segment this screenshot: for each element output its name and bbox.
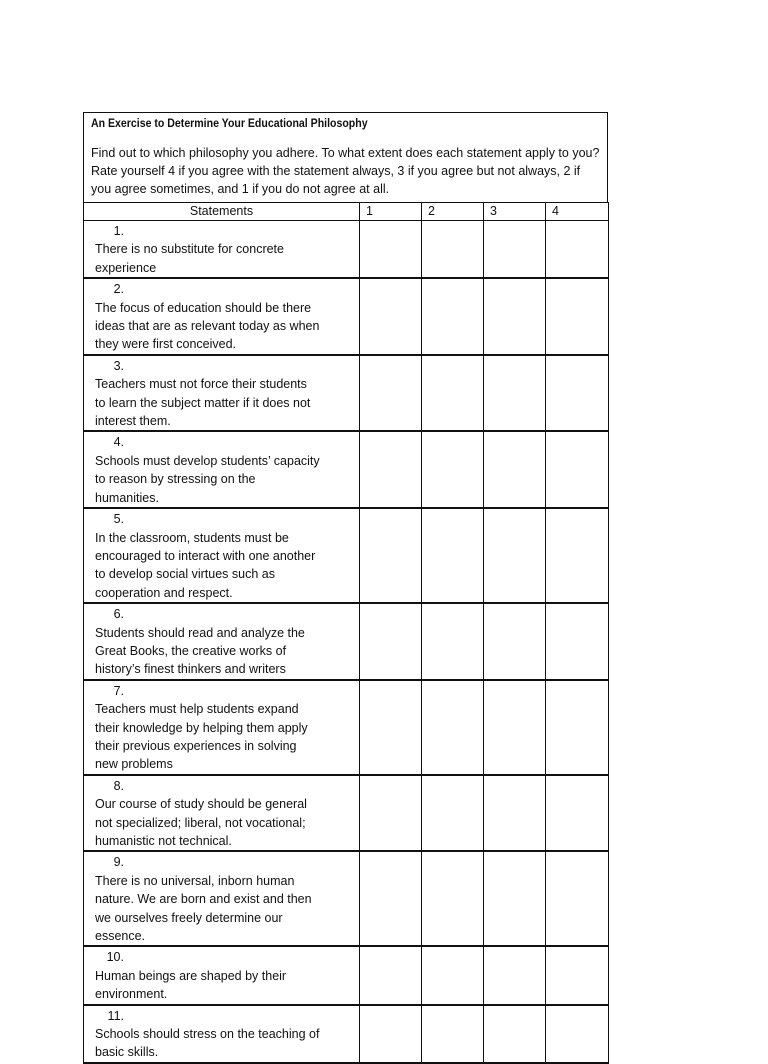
- rating-cell-4[interactable]: [546, 603, 609, 680]
- statement-cell: [84, 508, 360, 603]
- rating-cell-3[interactable]: [484, 431, 546, 508]
- table-row: [84, 221, 609, 279]
- rating-cell-1[interactable]: [360, 355, 422, 432]
- exercise-header-box: [83, 112, 608, 202]
- table-row: [84, 508, 609, 603]
- table-row: [84, 680, 609, 775]
- rating-cell-2[interactable]: [422, 278, 484, 355]
- statement-number: 4.: [113, 435, 124, 450]
- statement-text: Students should read and analyze the Great Books, the creative works of history’s finest thinkers and writers: [95, 625, 305, 677]
- rating-cell-1[interactable]: [360, 680, 422, 775]
- statement-cell: [84, 278, 360, 355]
- rating-cell-4[interactable]: [546, 278, 609, 355]
- statement-text: There is no universal, inborn human nature. We are born and exist and then we ourselves freely determine our essence.: [95, 873, 312, 944]
- statement-number: 6.: [113, 607, 124, 622]
- table-row: [84, 431, 609, 508]
- statement-number: 2.: [113, 282, 124, 297]
- statement-cell: [84, 851, 360, 946]
- rating-cell-4[interactable]: [546, 775, 609, 852]
- statement-number: 7.: [113, 683, 124, 698]
- rating-cell-2[interactable]: [422, 680, 484, 775]
- table-row: [84, 851, 609, 946]
- statement-number: 5.: [113, 512, 124, 527]
- rating-cell-3[interactable]: [484, 278, 546, 355]
- rating-cell-2[interactable]: [422, 431, 484, 508]
- rating-cell-4[interactable]: [546, 1005, 609, 1063]
- statement-text: Schools must develop students’ capacity to reason by stressing on the humanities.: [95, 453, 320, 505]
- rating-cell-1[interactable]: [360, 946, 422, 1004]
- statement-number: 1.: [113, 224, 124, 238]
- rating-cell-4[interactable]: [546, 355, 609, 432]
- column-header-rating-3: 3: [484, 203, 546, 221]
- statement-cell: [84, 603, 360, 680]
- rating-cell-4[interactable]: [546, 221, 609, 279]
- rating-cell-1[interactable]: [360, 603, 422, 680]
- rating-cell-2[interactable]: [422, 946, 484, 1004]
- statement-rows: [84, 221, 609, 1063]
- statement-number: 8.: [113, 778, 124, 793]
- statement-number: 11.: [107, 1008, 124, 1023]
- statement-cell: [84, 946, 360, 1004]
- statement-cell: [84, 775, 360, 852]
- statement-text: In the classroom, students must be encouraged to interact with one another to develop social virtues such as cooperation and respect.: [95, 530, 316, 600]
- table-row: [84, 278, 609, 355]
- statement-text: Teachers must not force their students to learn the subject matter if it does not interest them.: [95, 377, 311, 429]
- rating-cell-2[interactable]: [422, 603, 484, 680]
- rating-cell-3[interactable]: [484, 946, 546, 1004]
- rating-cell-1[interactable]: [360, 431, 422, 508]
- rating-cell-1[interactable]: [360, 1005, 422, 1063]
- rating-table: [83, 202, 609, 1064]
- table-row: [84, 603, 609, 680]
- rating-cell-1[interactable]: [360, 278, 422, 355]
- column-header-rating-2: 2: [422, 203, 484, 221]
- rating-cell-1[interactable]: [360, 508, 422, 603]
- rating-cell-2[interactable]: [422, 1005, 484, 1063]
- statement-cell: [84, 1005, 360, 1063]
- column-header-rating-4: 4: [546, 203, 609, 221]
- statement-text: Teachers must help students expand their knowledge by helping them apply their previous experiences in solving new problems: [95, 702, 308, 772]
- rating-cell-3[interactable]: [484, 355, 546, 432]
- rating-cell-3[interactable]: [484, 221, 546, 279]
- philosophy-exercise-sheet: [83, 112, 608, 1064]
- rating-cell-4[interactable]: [546, 946, 609, 1004]
- column-header-statements: Statements: [84, 203, 360, 221]
- rating-cell-3[interactable]: [484, 1005, 546, 1063]
- statement-text: The focus of education should be there ideas that are as relevant today as when they were first conceived.: [95, 300, 320, 352]
- rating-cell-2[interactable]: [422, 355, 484, 432]
- statement-text: Our course of study should be general not specialized; liberal, not vocational; humanistic not technical.: [95, 797, 307, 848]
- column-header-rating-1: 1: [360, 203, 422, 221]
- statement-number: 10.: [106, 950, 124, 965]
- table-row: [84, 1005, 609, 1063]
- rating-cell-2[interactable]: [422, 775, 484, 852]
- statement-cell: [84, 355, 360, 432]
- exercise-title: An Exercise to Determine Your Educational Philosophy: [91, 116, 368, 130]
- rating-cell-4[interactable]: [546, 431, 609, 508]
- statement-text: There is no substitute for concrete experience: [95, 242, 284, 275]
- rating-cell-3[interactable]: [484, 508, 546, 603]
- rating-cell-4[interactable]: [546, 508, 609, 603]
- table-row: [84, 775, 609, 852]
- table-row: [84, 355, 609, 432]
- statement-cell: [84, 221, 360, 279]
- statement-number: 3.: [113, 358, 124, 373]
- table-row: [84, 946, 609, 1004]
- statement-cell: [84, 431, 360, 508]
- statement-text: Schools should stress on the teaching of basic skills.: [95, 1027, 320, 1060]
- table-header-row: [84, 203, 609, 221]
- rating-cell-3[interactable]: [484, 775, 546, 852]
- rating-cell-4[interactable]: [546, 680, 609, 775]
- rating-cell-2[interactable]: [422, 508, 484, 603]
- rating-cell-3[interactable]: [484, 680, 546, 775]
- rating-cell-3[interactable]: [484, 603, 546, 680]
- exercise-instructions: Find out to which philosophy you adhere. To what extent does each statement apply to you? Rate yourself 4 if you agree with the statement always, 3 if you agree but not always, 2 if you agree sometimes, and 1 if you do not agree at all.: [91, 146, 600, 196]
- rating-cell-4[interactable]: [546, 851, 609, 946]
- statement-text: Human beings are shaped by their environment.: [95, 968, 287, 1002]
- rating-cell-2[interactable]: [422, 221, 484, 279]
- statement-cell: [84, 680, 360, 775]
- statement-number: 9.: [113, 855, 124, 870]
- rating-cell-2[interactable]: [422, 851, 484, 946]
- rating-cell-1[interactable]: [360, 775, 422, 852]
- rating-cell-1[interactable]: [360, 221, 422, 279]
- rating-cell-3[interactable]: [484, 851, 546, 946]
- rating-cell-1[interactable]: [360, 851, 422, 946]
